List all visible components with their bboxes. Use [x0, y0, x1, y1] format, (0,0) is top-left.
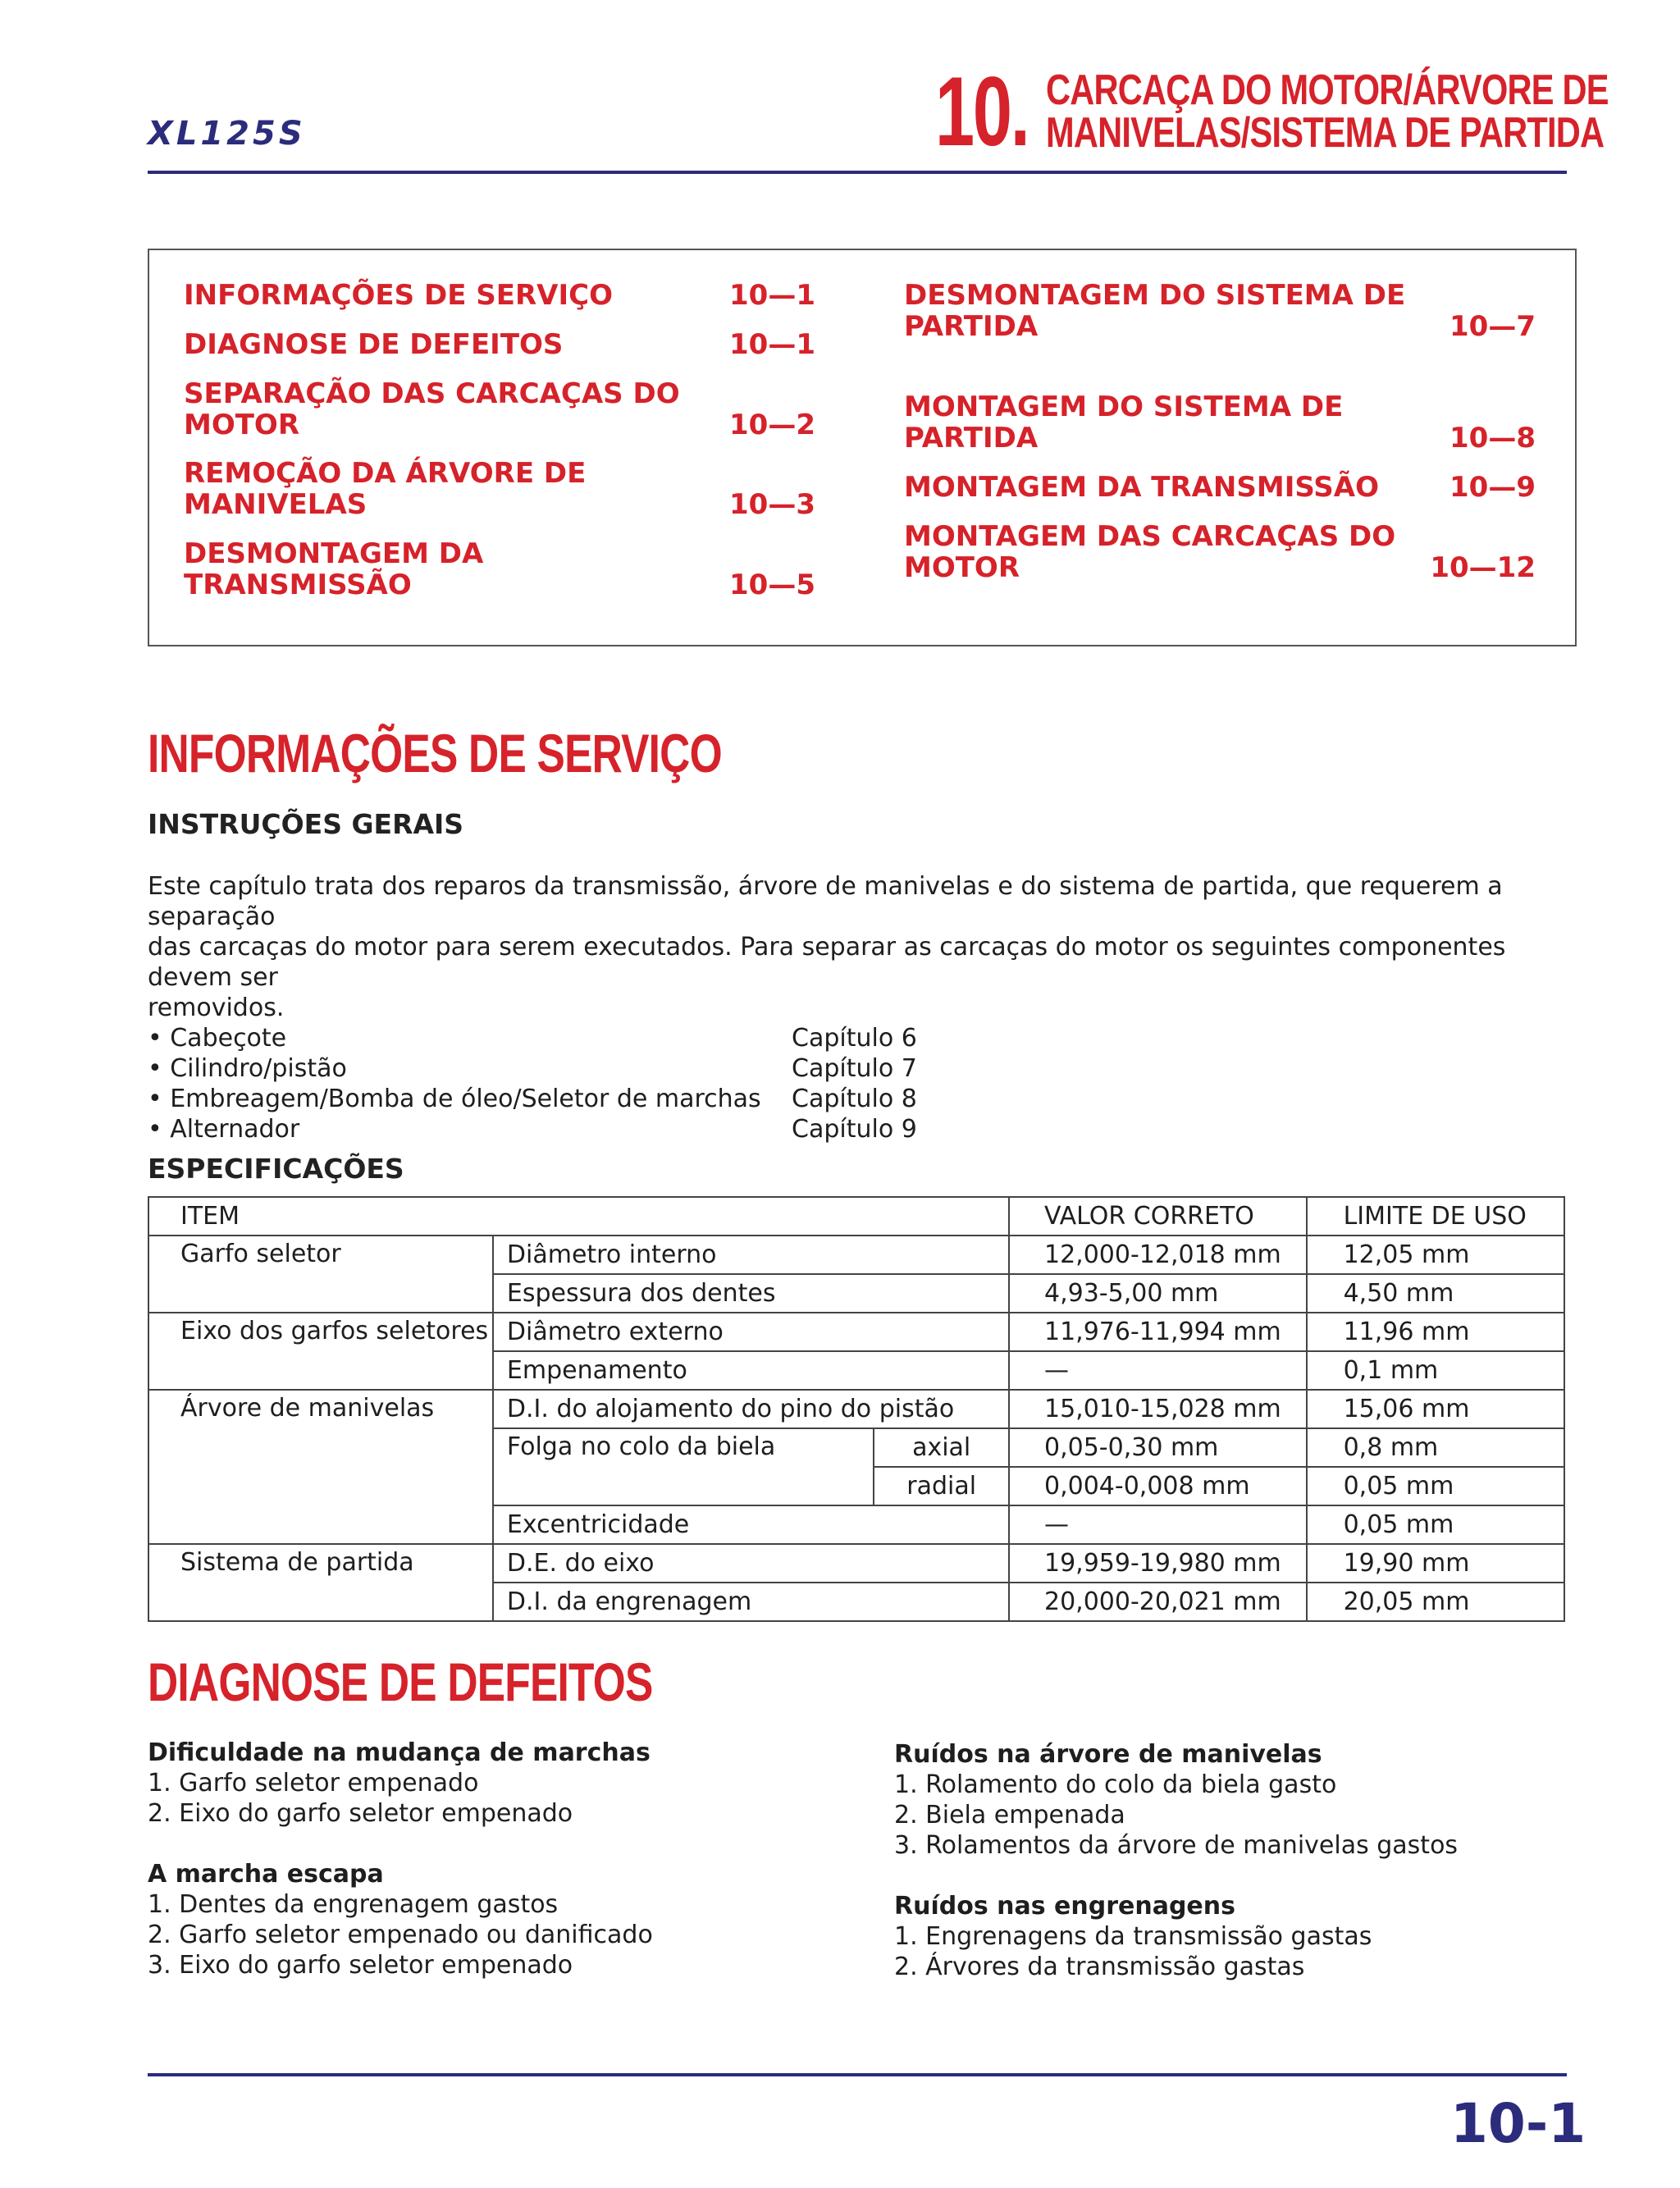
- row-limit: 15,06 mm: [1307, 1390, 1564, 1428]
- row-limit: 19,90 mm: [1307, 1544, 1564, 1583]
- component-chapter: Capítulo 6: [792, 1024, 917, 1053]
- toc-item[interactable]: [184, 378, 815, 441]
- specifications-table: [148, 1196, 1565, 1622]
- row-limit: 0,05 mm: [1307, 1505, 1564, 1544]
- cause-item: 1. Engrenagens da transmissão gastas: [894, 1922, 1372, 1951]
- toc-item-title: DESMONTAGEM DO SISTEMA DE PARTIDA: [904, 279, 1406, 343]
- diagnose-left-column: [148, 1738, 853, 1980]
- row-value: 0,004-0,008 mm: [1009, 1467, 1307, 1505]
- row-value: —: [1009, 1505, 1307, 1544]
- component-bullet: [148, 1084, 1567, 1114]
- chapter-title-line1: CARCAÇA DO MOTOR/ÁRVORE DE: [1046, 66, 1609, 114]
- toc-item-page: 10—1: [729, 279, 815, 312]
- toc-item-title: DESMONTAGEM DA TRANSMISSÃO: [184, 537, 484, 601]
- component-chapter: Capítulo 9: [792, 1115, 917, 1144]
- toc-item-page: 10—12: [1430, 551, 1536, 584]
- row-sub: radial: [874, 1467, 1009, 1505]
- row-sub: axial: [874, 1428, 1009, 1467]
- row-limit: 12,05 mm: [1307, 1236, 1564, 1274]
- toc-item-page: 10—9: [1449, 471, 1536, 504]
- toc-item-title: INFORMAÇÕES DE SERVIÇO: [184, 279, 613, 312]
- toc-item[interactable]: [184, 280, 815, 311]
- toc-item-page: 10—1: [729, 328, 815, 361]
- toc-item-title: MONTAGEM DAS CARCAÇAS DO MOTOR: [904, 520, 1396, 584]
- table-row: [148, 1390, 1564, 1428]
- component-bullet: [148, 1053, 1567, 1084]
- toc-item[interactable]: [184, 329, 815, 360]
- chapter-number: 10.: [935, 57, 1029, 167]
- row-value: 12,000-12,018 mm: [1009, 1236, 1307, 1274]
- row-value: —: [1009, 1351, 1307, 1390]
- row-limit: 0,1 mm: [1307, 1351, 1564, 1390]
- table-row: [148, 1236, 1564, 1274]
- row-limit: 20,05 mm: [1307, 1583, 1564, 1621]
- toc-item-page: 10—8: [1449, 422, 1536, 455]
- component-name: • Embreagem/Bomba de óleo/Seletor de marchas: [148, 1085, 761, 1113]
- toc-item-title: DIAGNOSE DE DEFEITOS: [184, 328, 564, 361]
- row-desc: Diâmetro interno: [493, 1236, 1009, 1274]
- paragraph-line: Este capítulo trata dos reparos da transmissão, árvore de manivelas e do sistema de partida, que requerem a separação: [148, 872, 1503, 931]
- group-label: Árvore de manivelas: [148, 1390, 493, 1544]
- row-desc: D.I. do alojamento do pino do pistão: [493, 1390, 1009, 1428]
- toc-item[interactable]: [184, 538, 815, 601]
- chapter-title: [1046, 66, 1609, 157]
- row-desc: Empenamento: [493, 1351, 1009, 1390]
- row-value: 0,05-0,30 mm: [1009, 1428, 1307, 1467]
- general-instructions-title: INSTRUÇÕES GERAIS: [148, 808, 464, 840]
- toc-item-title: MONTAGEM DO SISTEMA DE PARTIDA: [904, 391, 1344, 455]
- specifications-title: ESPECIFICAÇÕES: [148, 1153, 404, 1185]
- table-row: [148, 1313, 1564, 1351]
- symptom-heading: Ruídos na árvore de manivelas: [894, 1740, 1322, 1769]
- toc-item-page: 10—7: [1449, 310, 1536, 343]
- cause-item: 1. Rolamento do colo da biela gasto: [894, 1770, 1337, 1799]
- page-number: 10-1: [1450, 2092, 1586, 2155]
- toc-item-page: 10—2: [729, 409, 815, 441]
- symptom-heading: Dificuldade na mudança de marchas: [148, 1738, 651, 1767]
- row-desc: D.E. do eixo: [493, 1544, 1009, 1583]
- group-label: Eixo dos garfos seletores: [148, 1313, 493, 1390]
- symptom-heading: Ruídos nas engrenagens: [894, 1892, 1235, 1921]
- table-row: [148, 1544, 1564, 1583]
- chapter-title-line2: MANIVELAS/SISTEMA DE PARTIDA: [1046, 109, 1605, 157]
- group-label: Sistema de partida: [148, 1544, 493, 1621]
- section-title-service-info: INFORMAÇÕES DE SERVIÇO: [148, 723, 722, 783]
- component-name: • Cabeçote: [148, 1024, 287, 1053]
- cause-item: 3. Eixo do garfo seletor empenado: [148, 1951, 573, 1980]
- toc-item-title: REMOÇÃO DA ÁRVORE DE MANIVELAS: [184, 457, 587, 521]
- component-bullet: [148, 1114, 1567, 1144]
- component-bullet: [148, 1023, 1567, 1053]
- cause-item: 2. Árvores da transmissão gastas: [894, 1953, 1305, 1981]
- row-desc: Excentricidade: [493, 1505, 1009, 1544]
- row-desc: D.I. da engrenagem: [493, 1583, 1009, 1621]
- intro-paragraph: [148, 871, 1567, 1144]
- row-desc: Diâmetro externo: [493, 1313, 1009, 1351]
- cause-item: 1. Garfo seletor empenado: [148, 1769, 479, 1797]
- table-of-contents: [148, 249, 1577, 646]
- cause-item: 2. Eixo do garfo seletor empenado: [148, 1799, 573, 1828]
- model-label: XL125S: [148, 115, 306, 153]
- group-label: Garfo seletor: [148, 1236, 493, 1313]
- row-value: 11,976-11,994 mm: [1009, 1313, 1307, 1351]
- header-rule: [148, 171, 1567, 174]
- toc-item-page: 10—5: [729, 569, 815, 601]
- header-limit: LIMITE DE USO: [1307, 1197, 1564, 1236]
- row-limit: 4,50 mm: [1307, 1274, 1564, 1313]
- row-value: 19,959-19,980 mm: [1009, 1544, 1307, 1583]
- row-desc: Folga no colo da biela: [493, 1428, 874, 1505]
- toc-item-title: MONTAGEM DA TRANSMISSÃO: [904, 471, 1380, 504]
- footer-rule: [148, 2073, 1567, 2076]
- component-name: • Cilindro/pistão: [148, 1054, 347, 1083]
- table-header-row: [148, 1197, 1564, 1236]
- header-value: VALOR CORRETO: [1009, 1197, 1307, 1236]
- cause-item: 2. Biela empenada: [894, 1801, 1125, 1829]
- component-chapter: Capítulo 8: [792, 1085, 917, 1113]
- paragraph-line: removidos.: [148, 994, 285, 1022]
- toc-item[interactable]: [904, 280, 1536, 342]
- cause-item: 2. Garfo seletor empenado ou danificado: [148, 1921, 653, 1949]
- toc-item-page: 10—3: [729, 488, 815, 521]
- row-limit: 11,96 mm: [1307, 1313, 1564, 1351]
- toc-item[interactable]: [904, 521, 1536, 583]
- toc-item[interactable]: [184, 458, 815, 520]
- row-value: 15,010-15,028 mm: [1009, 1390, 1307, 1428]
- row-limit: 0,05 mm: [1307, 1467, 1564, 1505]
- header-item: ITEM: [148, 1197, 1009, 1236]
- symptom-heading: A marcha escapa: [148, 1860, 384, 1889]
- cause-item: 3. Rolamentos da árvore de manivelas gastos: [894, 1831, 1459, 1860]
- section-title-diagnose: DIAGNOSE DE DEFEITOS: [148, 1651, 653, 1712]
- row-limit: 0,8 mm: [1307, 1428, 1564, 1467]
- toc-item-title: SEPARAÇÃO DAS CARCAÇAS DO MOTOR: [184, 377, 680, 441]
- row-value: 4,93-5,00 mm: [1009, 1274, 1307, 1313]
- toc-item[interactable]: [904, 472, 1536, 503]
- cause-item: 1. Dentes da engrenagem gastos: [148, 1890, 559, 1919]
- component-chapter: Capítulo 7: [792, 1054, 917, 1083]
- component-name: • Alternador: [148, 1115, 300, 1144]
- diagnose-right-column: [894, 1739, 1567, 1982]
- row-value: 20,000-20,021 mm: [1009, 1583, 1307, 1621]
- row-desc: Espessura dos dentes: [493, 1274, 1009, 1313]
- paragraph-line: das carcaças do motor para serem executados. Para separar as carcaças do motor os seguintes componentes devem ser: [148, 933, 1506, 992]
- toc-item[interactable]: [904, 391, 1536, 454]
